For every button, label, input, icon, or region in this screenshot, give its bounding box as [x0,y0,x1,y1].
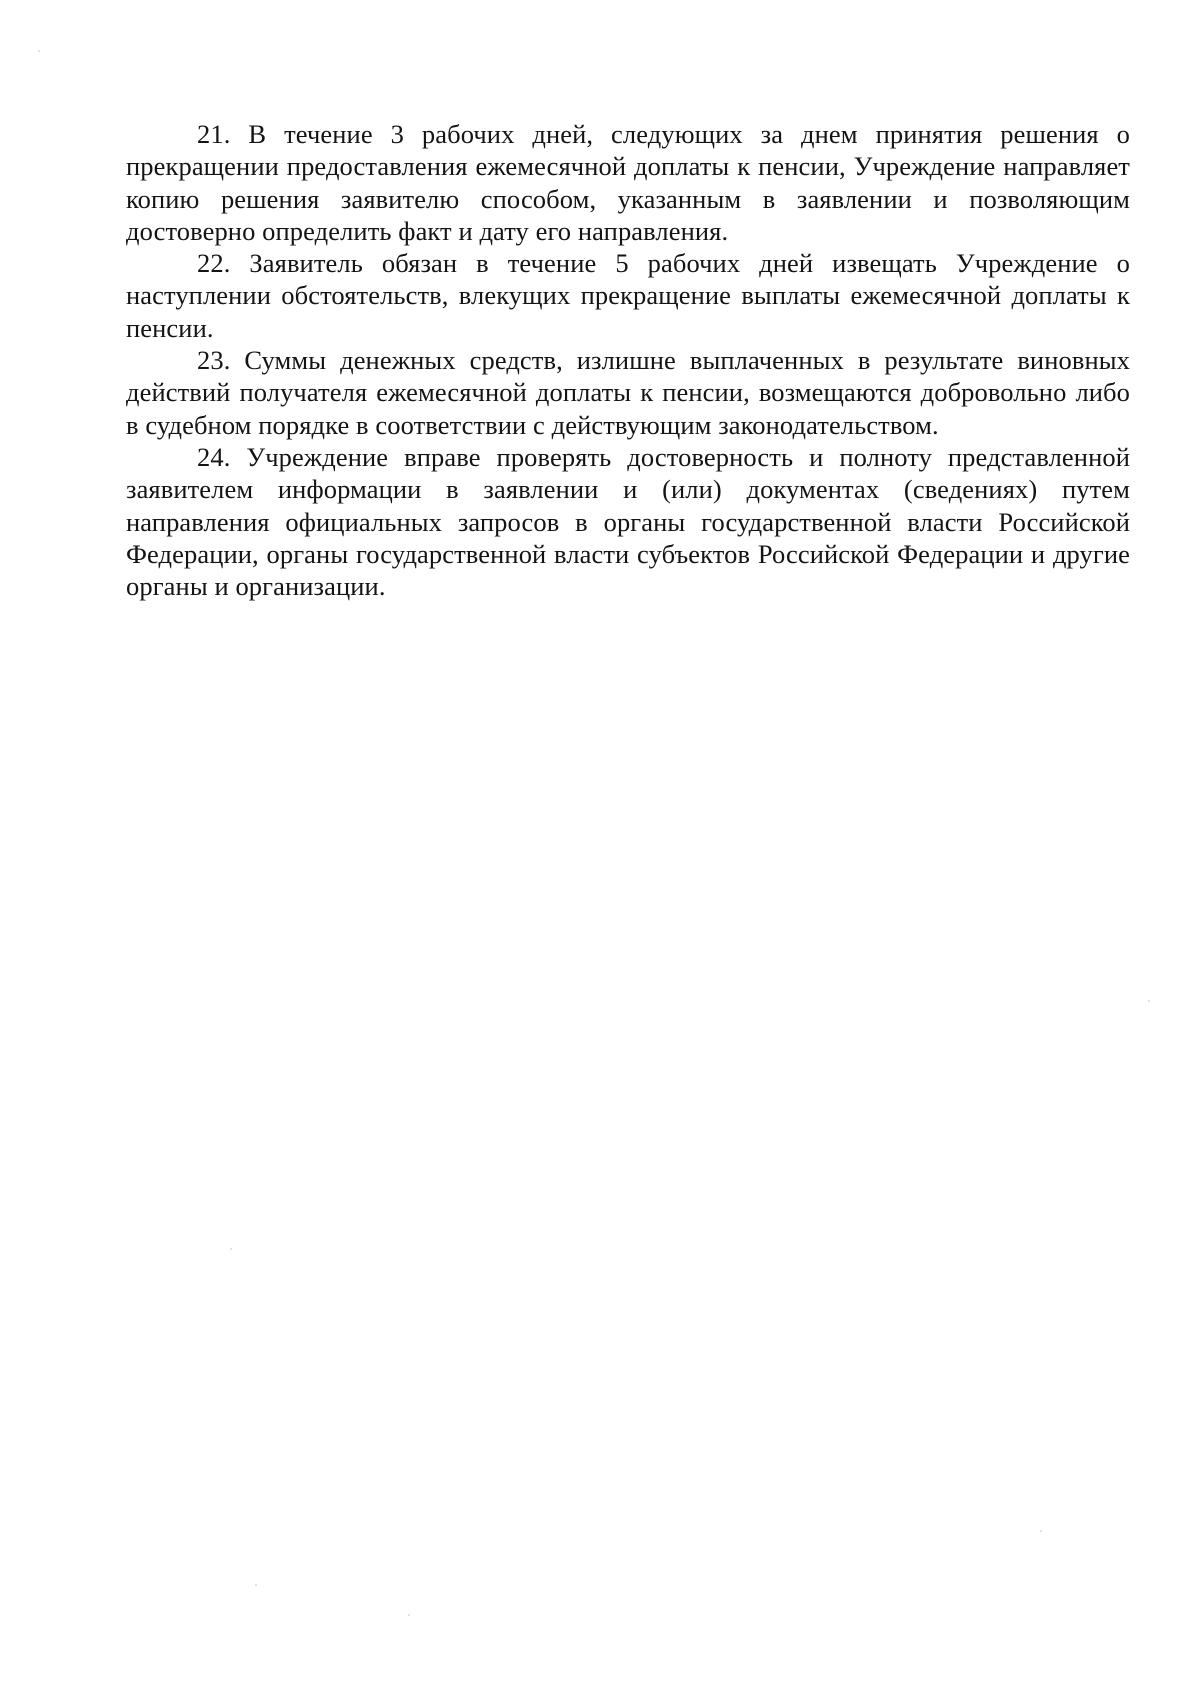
scan-speck [255,1584,257,1586]
scan-speck [230,1248,232,1250]
paragraph-22: 22. Заявитель обязан в течение 5 рабочих дней извещать Учреждение о наступлении обстоятельств, влекущих прекращение выплаты ежемесячной доплаты к пенсии. [126,248,1130,343]
scan-speck [38,50,40,52]
scan-speck [1040,1530,1042,1532]
scan-speck [408,1614,410,1616]
paragraph-24: 24. Учреждение вправе проверять достоверность и полноту представленной заявителем информации в заявлении и (или) документах (сведениях) путем направления официальных запросов в органы государственной власти Российской Федерации, органы государственной власти субъектов Российской Федерации и другие органы и организации. [126,441,1130,602]
paragraph-21: 21. В течение 3 рабочих дней, следующих за днем принятия решения о прекращении предоставления ежемесячной доплаты к пенсии, Учреждение направляет копию решения заявителю способом, указанным в заявлении и позволяющим достоверно определить факт и дату его направления. [126,119,1130,246]
document-body [126,118,1130,602]
scan-speck [1148,1000,1150,1002]
paragraph-23: 23. Суммы денежных средств, излишне выплаченных в результате виновных действий получателя ежемесячной доплаты к пенсии, возмещаются добровольно либо в судебном порядке в соответствии с действующим законодательством. [126,345,1130,440]
